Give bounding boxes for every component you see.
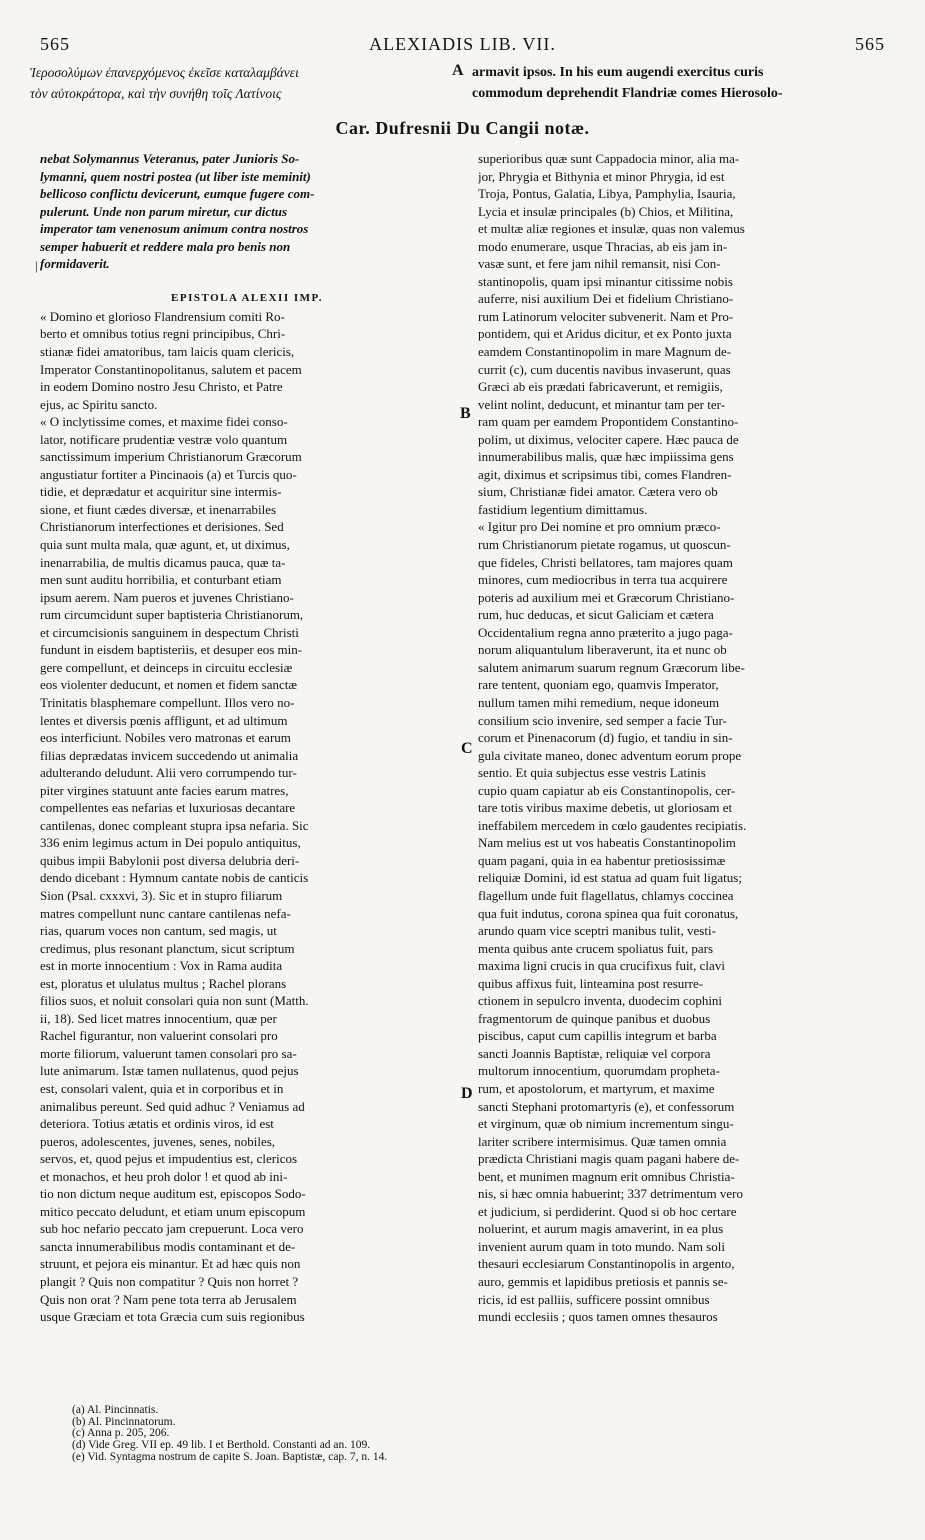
text-line: tio non dictum neque auditum est, episcopos Sodo- [40, 1186, 306, 1202]
footnote: (b) Al. Pincinnatorum. [72, 1415, 176, 1428]
text-line: « Igitur pro Dei nomine et pro omnium præco- [478, 519, 721, 535]
text-line: eos violenter deducunt, et nomen et fidem sanctæ [40, 677, 298, 693]
text-line: « O inclytissime comes, et maxime fidei conso- [40, 414, 288, 430]
text-line: rum, huc deducas, et sicut Galiciam et cætera [478, 607, 714, 623]
text-line: bent, et munimen magnum erit omnibus Christia- [478, 1168, 735, 1184]
text-line: qua fuit indutus, corona spinea qua fuit coronatus, [478, 905, 739, 921]
text-line: Lycia et insulæ principales (b) Chios, et Militina, [478, 203, 734, 219]
text-line: sanctissimum imperium Christianorum Græcorum [40, 449, 302, 465]
left-column [40, 150, 454, 1326]
text-line: vasæ sunt, et fere jam nihil remansit, nisi Con- [478, 256, 721, 272]
text-line: credimus, plus resonant planctum, sicut scriptum [40, 940, 295, 956]
text-line: Quis non orat ? Nam pene tota terra ab Jerusalem [40, 1291, 297, 1307]
text-line: rias, quarum voces non cantum, sed magis, ut [40, 923, 277, 939]
text-line: salutem animarum suarum regnum Græcorum libe- [478, 659, 745, 675]
text-line: gula civitate maneo, donec adventum eorum prope [478, 747, 742, 763]
page-number-left: 565 [40, 34, 70, 54]
text-line: velint nolint, deducunt, et minantur tam per ter- [478, 396, 726, 412]
footnote: (a) Al. Pincinnatis. [72, 1404, 159, 1416]
latin-line: commodum deprehendit Flandriæ comes Hierosolo- [472, 86, 783, 101]
text-line: Occidentalium regna anno præterito a jugo paga- [478, 624, 733, 640]
text-line: filios suos, et noluit consolari quia non sunt (Matth. [40, 993, 309, 1009]
running-header [40, 34, 885, 58]
text-line: nis, si hæc omnia habuerint; 337 detrimentum vero [478, 1186, 744, 1202]
text-line: pontidem, qui et Aridus dicitur, et ex Ponto juxta [478, 326, 732, 342]
text-line: angustiatur fortiter a Pincinaois (a) et Turcis quo- [40, 466, 297, 482]
text-line: adulterando deludunt. Alii vero corrumpendo tur- [40, 765, 297, 781]
text-line: invenient aurum quam in toto mundo. Nam soli [478, 1238, 725, 1254]
text-line: noluerint, et aurum magis amaverint, in ea plus [478, 1221, 724, 1237]
text-line: rum Christianorum pietate rogamus, ut quoscun- [478, 537, 731, 553]
margin-letter-b: B [460, 405, 471, 422]
text-line: minores, cum mediocribus in terra tua acquirere [478, 572, 728, 588]
text-line: et judicium, si perdiderint. Quod si ob hoc certare [478, 1203, 737, 1219]
text-line: Imperator Constantinopolitanus, salutem et pacem [40, 361, 302, 377]
text-line: dendo dicebant : Hymnum cantate nobis de canticis [40, 870, 309, 886]
note-intro-line: nebat Solymannus Veteranus, pater Junioris So- [40, 151, 300, 166]
text-line: auferre, nisi auxilium Dei et fidelium Christiano- [478, 291, 734, 307]
text-line: ricis, id est palliis, sufficere possint omnibus [478, 1291, 710, 1307]
note-intro-line: formidaverit. [40, 256, 110, 272]
text-line: sancti Stephani protomartyris (e), et confessorum [478, 1098, 735, 1114]
letter-heading: EPISTOLA ALEXII IMP. [171, 292, 323, 305]
text-line: auro, gemmis et lapidibus pretiosis et pannis se- [478, 1274, 728, 1289]
text-line: piscibus, caput cum capillis integrum et barba [478, 1028, 717, 1044]
text-line: rum Latinorum velociter subvenerit. Nam et Pro- [478, 308, 734, 324]
note-intro-line: bellicoso conflictu devicerunt, eumque fugere com- [40, 186, 315, 202]
text-line: tare totis viribus maxime debetis, ut gloriosam et [478, 800, 733, 816]
text-line: cupio quam capiatur ab eis Constantinopolis, cer- [478, 782, 736, 798]
text-line: inenarrabilia, de multis dicamus pauca, quæ ta- [40, 554, 286, 570]
text-line: tidie, et deprædatur et acquiritur sine intermis- [40, 484, 282, 500]
text-line: matres compellunt nunc cantare cantilenas nefa- [40, 905, 291, 921]
text-line: est, ploratus et ululatus multus ; Rachel plorans [40, 975, 287, 991]
text-line: est in morte innocentium : Vox in Rama audita [40, 958, 283, 974]
text-line: pueros, adolescentes, juvenes, senes, nobiles, [40, 1133, 276, 1149]
text-line: morte filiorum, valuerunt tamen consolari pro sa- [40, 1045, 297, 1061]
note-intro-line: imperator tam venenosum animum contra nostros [40, 221, 309, 237]
text-line: lute animarum. Istæ tamen nullatenus, quod pejus [40, 1063, 299, 1079]
text-line: et virginum, quæ ob nimium incrementum singu- [478, 1116, 734, 1132]
text-line: modo enumerare, usque Thracias, ab eis jam in- [478, 238, 728, 254]
text-line: ipsum aerem. Nam pueros et juvenes Christiano- [40, 589, 294, 605]
text-line: agit, diximus et scripsimus tibi, comes Flandren- [478, 466, 732, 482]
note-intro-line: lymanni, quem nostri postea (ut liber iste meminit) [40, 168, 311, 184]
margin-letter-d: D [461, 1085, 473, 1102]
text-line: quibus affixus fuit, linteamina post resurre- [478, 975, 704, 991]
text-line: gere compellunt, et deinceps in circuitu ecclesiæ [40, 659, 293, 675]
text-line: arundo quam vice sceptri manibus tulit, vesti- [478, 923, 716, 939]
text-line: que fideles, Christi bellatores, tam majores quam [478, 554, 733, 570]
text-line: prædicta Christiani magis quam pagani habere de- [478, 1151, 740, 1167]
text-line: usque Græciam et tota Græcia cum suis regionibus [40, 1309, 305, 1325]
text-line: multorum innocentium, quorumdam propheta- [478, 1063, 720, 1079]
text-line: est, consolari valent, quia et in corporibus et in [40, 1080, 284, 1096]
text-line: compellentes eas nefarias et luxuriosas decantare [40, 800, 296, 816]
text-line: Christianorum interfectiones et derisiones. Sed [40, 519, 284, 535]
text-line: flagellum unde fuit flagellatus, chlamys coccinea [478, 887, 734, 903]
text-line: thesauri ecclesiarum Constantinopolis in argento, [478, 1256, 735, 1272]
footnote: (d) Vide Greg. VII ep. 49 lib. I et Berthold. Constanti ad an. 109. [72, 1439, 371, 1452]
footnote: (e) Vid. Syntagma nostrum de capite S. Joan. Baptistæ, cap. 7, n. 14. [72, 1450, 388, 1463]
text-line: quibus impii Babylonii post diversa delubria deri- [40, 852, 300, 868]
notes-title: Car. Dufresnii Du Cangii notæ. [335, 118, 590, 138]
text-line: sione, et fiunt cædes diversæ, et inenarrabiles [40, 501, 277, 517]
note-intro-line: semper habuerit et reddere mala pro benis non [40, 238, 291, 254]
text-line: Rachel figurantur, non valuerint consolari pro [40, 1028, 278, 1044]
text-line: berto et omnibus totius regni principibus, Chri- [40, 326, 286, 342]
text-line: « Domino et glorioso Flandrensium comiti Ro- [40, 308, 285, 324]
text-line: Græci ab eis prædati fabricaverunt, et remigiis, [478, 379, 723, 395]
margin-letter-c: C [461, 740, 473, 757]
greek-line: τὸν αὐτοκράτορα, καὶ τὴν συνήθη τοῖς Λατίνοις [30, 86, 282, 101]
text-line: struunt, et pejora eis minantur. Et ad hæc quis non [40, 1256, 301, 1272]
text-line: in eodem Domino nostro Jesu Christo, et Patre [40, 379, 283, 395]
text-line: Sion (Psal. cxxxvi, 3). Sic et in stupro filiarum [40, 887, 283, 903]
right-column [478, 150, 890, 1326]
text-line: Nam melius est ut vos habeatis Constantinopolim [478, 835, 736, 851]
text-line: superioribus quæ sunt Cappadocia minor, alia ma- [478, 151, 740, 166]
text-line: currit (c), cum ducentis navibus invaserunt, quas [478, 361, 731, 377]
text-line: jor, Phrygia et Bithynia et minor Phrygia, id est [478, 168, 725, 184]
text-line: maxima ligni crucis in qua crucifixus fuit, clavi [478, 958, 725, 974]
text-line: rare tentent, quoniam ego, quamvis Imperator, [478, 677, 719, 693]
text-line: corum et Pinenacorum (d) fugio, et tandiu in sin- [478, 730, 733, 746]
text-line: ram quam per eamdem Propontidem Constantino- [478, 414, 739, 430]
text-line: poteris ad auxilium mei et Græcorum Christiano- [478, 589, 735, 605]
margin-mark: | [35, 258, 38, 273]
text-line: sancta innumerabilibus modis contaminant et de- [40, 1238, 296, 1254]
text-line: ineffabilem mercedem in cœlo gaudentes recipiatis. [478, 817, 747, 833]
text-line: innumerabilibus malis, quæ hæc impiissima gens [478, 449, 734, 465]
text-line: mundi ecclesiis ; quos tamen omnes thesauros [478, 1309, 718, 1325]
footnote: (c) Anna p. 205, 206. [72, 1427, 170, 1440]
text-line: fundunt in eisdem baptisteriis, et desuper eos min- [40, 642, 303, 658]
page-number-right: 565 [855, 34, 885, 54]
note-intro-line: pulerunt. Unde non parum miretur, cur dictus [40, 203, 288, 219]
text-line: men sunt auditu horribilia, et conturbant etiam [40, 572, 282, 588]
text-line: lator, notificare prudentiæ vestræ volo quantum [40, 431, 288, 447]
spacer [40, 273, 454, 291]
text-line: rum, et apostolorum, et martyrum, et maxime [478, 1080, 715, 1096]
text-line: lariter scribere intermisimus. Quæ tamen omnia [478, 1133, 727, 1149]
footnotes [72, 1405, 592, 1464]
text-line: quam pagani, quia in ea habentur pretiosissimæ [478, 852, 726, 868]
text-line: cantilenas, donec compleant stupra ipsa nefaria. Sic [40, 817, 309, 833]
text-line: fragmentorum de quinque panibus et duobus [478, 1010, 711, 1026]
text-line: quia sunt multa mala, quæ agunt, et, ut diximus, [40, 537, 290, 553]
text-line: deteriora. Totius ætatis et ordinis viros, id est [40, 1116, 274, 1132]
text-line: menta quibus ante crucem spoliatus fuit, pars [478, 940, 714, 956]
text-line: sub hoc nefario peccato jam crepuerunt. Loca vero [40, 1221, 304, 1237]
text-line: ctionem in sepulcro inventa, duodecim cophini [478, 993, 723, 1009]
latin-line: armavit ipsos. In his eum augendi exercitus curis [472, 65, 764, 80]
text-line: reliquiæ Domini, id est statua ad quam fuit ligatus; [478, 870, 742, 886]
text-line: eos interficiunt. Nobiles vero matronas et earum [40, 730, 291, 746]
text-line: stianæ fidei amatoribus, tam laicis quam clericis, [40, 344, 295, 360]
text-line: filias deprædatas invicem succedendo ut animalia [40, 747, 299, 763]
text-line: nullum tamen mihi remedium, neque idoneum [478, 694, 720, 710]
text-line: 336 enim legimus actum in Dei populo antiquitus, [40, 835, 301, 851]
running-title: ALEXIADIS LIB. VII. [369, 34, 556, 54]
text-line: rum circumcidunt super baptisteria Christianorum, [40, 607, 304, 623]
text-line: eamdem Constantinopolim in mare Magnum de- [478, 344, 732, 360]
greek-text-block [30, 62, 450, 104]
text-line: Trinitatis blasphemare compellunt. Illos vero no- [40, 694, 295, 710]
text-line: Troja, Pontus, Galatia, Libya, Pamphylia, Isauria, [478, 186, 736, 202]
text-line: norum aliquantulum liberaverunt, ita et nunc ob [478, 642, 727, 658]
text-line: fastidium legentium dimittamus. [478, 501, 648, 517]
text-line: stantinopolis, quam ipsi minantur citissime nobis [478, 273, 733, 289]
text-line: mitico peccato deludunt, et etiam unum episcopum [40, 1203, 306, 1219]
latin-translation-block [472, 62, 904, 104]
text-line: animalibus pereunt. Sed quid adhuc ? Veniamus ad [40, 1098, 305, 1114]
text-line: polim, ut diximus, velociter capere. Hæc pauca de [478, 431, 739, 447]
text-line: plangit ? Quis non compatitur ? Quis non horret ? [40, 1274, 299, 1289]
text-line: et multæ aliæ regiones et insulæ, quas non valemus [478, 221, 745, 237]
text-line: et monachos, et heu proh dolor ! et quod ab ini- [40, 1168, 288, 1184]
text-line: ejus, ac Spiritu sancto. [40, 396, 158, 412]
text-line: sium, Christianæ fidei amator. Cætera vero ob [478, 484, 718, 500]
margin-letter-a: A [452, 62, 464, 79]
text-line: lentes et diversis pœnis affligunt, et ad ultimum [40, 712, 288, 728]
text-line: piter virgines statuunt ante facies earum matres, [40, 782, 289, 798]
text-line: et circumcisionis sanguinem in despectum Christi [40, 624, 299, 640]
text-line: sentio. Et quia subjectus esse vestris Latinis [478, 765, 706, 781]
text-line: consilium scio invenire, sed semper a facie Tur- [478, 712, 727, 728]
text-line: servos, et, quod pejus et impudentius est, clericos [40, 1151, 298, 1167]
text-line: ii, 18). Sed licet matres innocentium, quæ per [40, 1010, 277, 1026]
greek-line: Ἱεροσολύμων ἐπανερχόμενος ἐκεῖσε καταλαμβάνει [30, 65, 299, 80]
text-line: sancti Joannis Baptistæ, reliquiæ vel corpora [478, 1045, 711, 1061]
